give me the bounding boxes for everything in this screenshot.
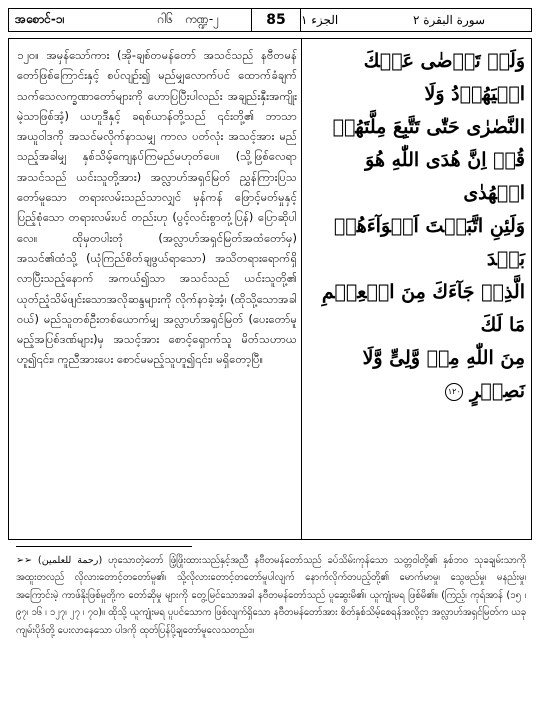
quran-page	[8, 8, 532, 704]
arabic-line: النَّصٰرٰى حَتّٰى تَتَّبِعَ مِلَّتَهُمۡ	[332, 116, 525, 138]
part-label: ကဏ္ဍ-၂	[185, 12, 220, 26]
footnote	[16, 552, 526, 639]
page-header	[8, 8, 532, 32]
juz-label: الجزء ١	[301, 13, 339, 27]
footnote-marker: ➢➢	[16, 555, 33, 566]
translation-paragraph: ၁၂၀။ အမှန်သော်ကား (အို-ချစ်တမန်တော် အသင်သည် နဗီတမန်တော်ဖြစ်ကြောင်းနှင့် စပ်လျဉ်း၍ မည်မျှလောက်ပင် ထောက်ခံချက် သက်သေလက္ခဏာတော်များကို ဟောပြပြီးပါလည်း အချည်းနှီးအကျိုးမဲ့သာဖြစ်အံ့) ယဟူဒီနှင့် ခရစ်ယာန်တို့သည် ၎င်းတို့၏ ဘာသာအယူဝါဒကို အသင်မလိုက်နာသမျှ ကာလ ပတ်လုံး အသင့်အား မည်သည့်အခါမျှ နှစ်သိမ့်ကျေနပ်ကြမည်မဟုတ်ပေ။ (သို့ဖြစ်လေရာ အသင်သည် ယင်းသူတို့အား) အလ္လာဟ်အရှင်မြတ် ညွှန်ကြားပြသတော်မူသော တရားလမ်းသည်သာလျှင် မှန်ကန် ဖြောင့်မတ်မှုနှင့်ပြည့်စုံသော တရားလမ်းပင် တည်းဟု (ပွင့်လင်းစွာတုံ့ပြန်) ပြောဆိုပါလေ။ ထိုမှတပါးတုံ (အလ္လာဟ်အရှင်မြတ်အထံတော်မှ) အသင်၏ထံသို့ (ယုံကြည်စိတ်ချဖွယ်ရာသော) အသိတရားရောက်ရှိလာပြီးသည့်နောက် အကယ်၍သာ အသင်သည် ယင်းသူတို့၏ ယုတ်ညံ့သိမ်ဖျင်းသောအလိုဆန္ဒများကို လိုက်နာခဲ့အံ့၊ (ထိုသို့သောအခါဝယ်) မည်သူတစ်ဦးတစ်ယောက်မျှ အလ္လာဟ်အရှင်မြတ် (ပေးတော်မူမည့်အပြစ်ဒဏ်များ)မှ အသင့်အား စောင့်ရှောက်သူ မိတ်သဟာယဟူ၍၎င်း၊ ကူညီအားပေး စောင်မမည့်သူဟူ၍၎င်း၊ မရှိတော့ပြီ။	[17, 48, 297, 367]
footnote-text: ဟုသောတဲ့တော် ဖြံ့ဖြိုးထားသည်နှင့်အညီ နဗီတမန်တော်သည် ခပ်သိမ်းကုန်သော သတ္တဝါတို့၏ နှစ်ဘဝ သုခချမ်းသာကို အထူးတလည် လိုလားတောင့်တတော်မူ၏၊ သို့လိုလားတောင့်တတော်မူပါလျက် နောက်လိုက်တပည့်တို့၏ မောက်မာမှု၊ သွေဖည်မှု၊ မနည်းမှု၊ အကြောင်းမဲ့ ကာဖ်နိုးဖြစ်မှုတို့က တော်ဆိုမှု များကို တွေ့မြင်သောအခါ နဗီတမန်တော်သည် ပူဆွေးမိ၏၊ ယူကျုံးမရ ဖြစ်မိ၏။ (ကြည့်၊ ကုရ်အာန် (၁၅ ၊ ၉၇၊ ၁၆ ၊ ၁၂၇၊ ၂၇ ၊ ၇၀)။ ထိုသို့ ယူကျုံးမရ ပူပင်သောက ဖြစ်လျက်ရှိသော နဗီတမန်တော်အား စိတ်နှစ်သိမ့်စေရန်အလို့ငှာ အလ္လာဟ်အရှင်မြတ်က ယခု ကျမ်းပိုဒ်တို့ ပေးလာနေသော ပါဒကို ထုတ်ပြန်ပို့ချတော်မူလေသတည်း။	[16, 555, 527, 636]
footnote-text-block: ➢➢ (رحمة للعلمين) ဟုသောတဲ့တော် ဖြံ့ဖြိုးထားသည်နှင့်အညီ နဗီတမန်တော်သည် ခပ်သိမ်းကုန်သော သတ္တဝါတို့၏ နှစ်ဘဝ သုခချမ်းသာကို အထူးတလည် လိုလားတောင့်တတော်မူ၏၊ သို့လိုလားတောင့်တတော်မူပါလျက် နောက်လိုက်တပည့်တို့၏ မောက်မာမှု၊ သွေဖည်မှု၊ မနည်းမှု၊ အကြောင်းမဲ့ ကာဖ်နိုးဖြစ်မှုတို့က တော်ဆိုမှု များကို တွေ့မြင်သောအခါ နဗီတမန်တော်သည် ပူဆွေးမိ၏၊ ယူကျုံးမရ ဖြစ်မိ၏။ (ကြည့်၊ ကုရ်အာန် (၁၅ ၊ ၉၇၊ ၁၆ ၊ ၁၂၇၊ ၂၇ ၊ ၇၀)။ ထိုသို့ ယူကျုံးမရ ပူပင်သောက ဖြစ်လျက်ရှိသော နဗီတမန်တော်အား စိတ်နှစ်သိမ့်စေရန်အလို့ငှာ အလ္လာဟ်အရှင်မြတ်က ယခု ကျမ်းပိုဒ်တို့ ပေးလာနေသော ပါဒကို ထုတ်ပြန်ပို့ချတော်မူလေသတည်း။	[16, 555, 527, 636]
column-divider	[301, 39, 302, 539]
arabic-line: وَلَنۡ تَرۡضٰى عَنۡكَ الۡيَهُوۡدُ وَلَا	[363, 50, 525, 105]
footnote-arabic-term: رحمة للعلمين	[41, 555, 99, 566]
arabic-line-text: مِنَ اللّٰهِ مِنۡ وَّلِىٍّ وَّلَا نَصِيۡرٍ	[362, 347, 525, 402]
arabic-line: وَلَئِنِ اتَّبَعۡتَ اَهۡوَآءَهُمۡ بَعۡدَ	[333, 215, 525, 270]
arabic-line	[309, 342, 525, 408]
footnote-rule	[16, 546, 192, 547]
section-label: ဂါ၆	[157, 12, 173, 26]
surah-label: سورة البقرة ٢	[413, 13, 486, 27]
arabic-line: قُلۡ اِنَّ هُدَى اللّٰهِ هُوَ الۡهُدٰى	[365, 149, 525, 204]
verse-number-marker: ١٢٠	[445, 383, 463, 401]
translation-column	[17, 45, 297, 535]
content-frame	[8, 38, 532, 540]
arabic-line: الَّذِىۡ جَآءَكَ مِنَ الۡعِلۡمِ مَا لَكَ	[321, 281, 525, 336]
arabic-verse-column	[309, 45, 525, 402]
page-number: 85	[251, 9, 301, 31]
volume-label: အစောင်-၁၊	[15, 12, 65, 26]
